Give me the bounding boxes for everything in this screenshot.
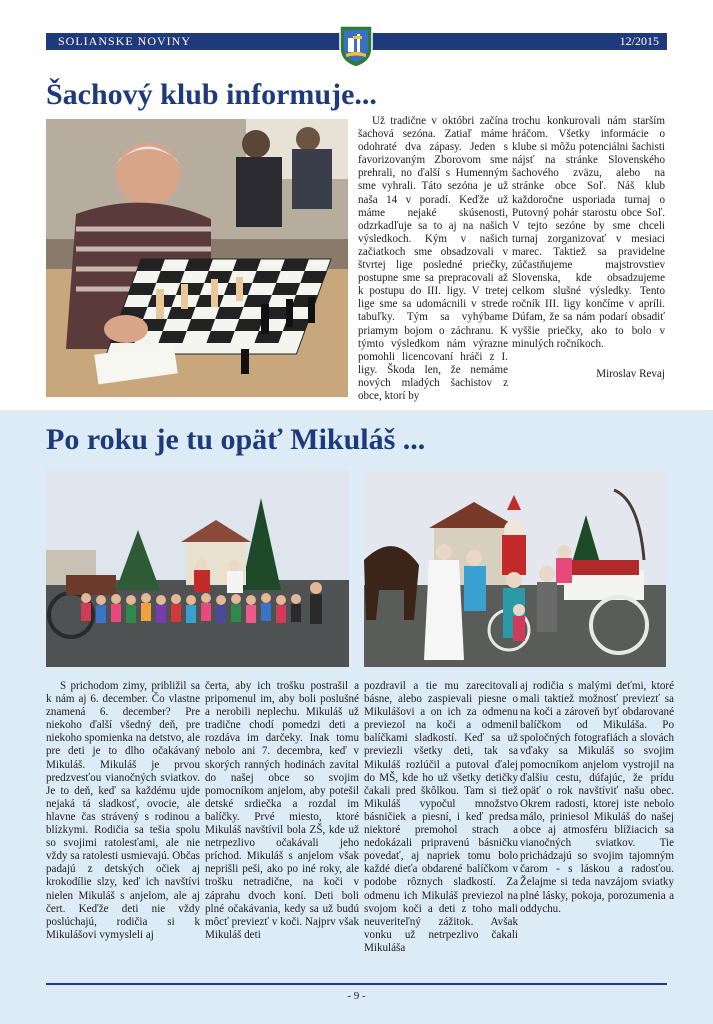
paragraph: trochu konkurovali nám starším hráčom. Všetky informácie o klube si môžu potenciálni šachisti nájsť na stránke Slovenského šachového zväzu, alebo na stránke obce Soľ. Náš klub každoročne usporiada turnaj o Putovný pohár starostu obce Soľ. V tejto sezóne by sme chceli turnaj zorganizovať v mesiaci marec. Taktiež sa pravidelne zúčastňujeme majstrovstiev Slovenska, kde obsadzujeme celkom slušné výsledky. Tento ročník III. ligy končíme v apríli. Dúfam, že sa nám podarí obsadiť vyššie priečky, ako to bolo v minulých ročníkoch. <box>512 115 665 350</box>
paragraph: Už tradične v októbri začína šachová sezóna. Zatiaľ máme odohraté dva zápasy. Jeden s favorizovaným Zborovom sme prehrali, no ďalší s Humenným sme vyhrali. Táto sezóna je už naša 14 v poradí. Keďže už máme nejaké skúsenosti, odzrkadľuje sa to aj na našich výsledkoch. Kým v našich začiatkoch sme obsadzovali v štvrtej lige posledné priečky, postupne sme sa prepracovali až k postupu do III. ligy. V tretej lige sme sa udomácnili v strede tabuľky. Tým sa vyhýbame priamym bojom o záchranu. K týmto výsledkom nám výrazne pomohli licencovaní hráči z I. ligy. Škoda len, že nemáme nových mladých šachistov z obce, ktorí by <box>358 115 508 402</box>
publication-name: SOLIANSKE NOVINY <box>58 34 191 48</box>
page-number: - 9 - <box>347 990 366 1002</box>
paragraph: čerta, aby ich trošku postrašil a pripomenul im, aby boli poslušné a nerobili neplechu. Mikuláš už tradične chodí pomedzi deti a rozdáva im darčeky. Inak tomu nebolo ani 7. decembra, keď v skorých ranných hodinách zavítal do našej obce so svojim pomocníkom anjelom, aby potešil detské srdiečka a rozdal im balíčky. Prvé miesto, ktoré Mikuláš navštívil bola ZŠ, kde už netrpezlivo očakávali jeho príchod. Mikuláš s anjelom však neprišli peši, ako po iné roky, ale trošku netradične, na koči v záprahu dvoch koní. Deti boli plné očakávania, kedy sa už budú môcť previezť v koči. Najprv však Mikuláš deti <box>205 680 359 941</box>
issue-number: 12/2015 <box>619 34 659 48</box>
article-title: Po roku je tu opäť Mikuláš ... <box>46 423 426 456</box>
paragraph: S prichodom zimy, približil sa k nám aj 6. december. Čo vlastne znamená 6. december? Pre niekoho ďalší všedný deň, pre niekoho spomienka na detstvo, ale pre deti je to dlho očakávaný Mikuláš. Mikuláš je prvou predzvesťou vianočných sviatkov. Je to deň, keď sa každému ujde nejaká tá sladkosť, ovocie, ale hlavne čas strávený s rodinou a blízkymi. Rodičia sa tešia spolu so svojimi ratolesťami, ale nie vždy sa ratolesti usmievajú. Občas padajú z detských očiek aj krokodílie slzy, keď ich navštívi nielen Mikuláš s anjelom, ale aj čert. Keďže deti nie vždy poslúchajú, rodičia si k Mikulášovi vymysleli aj <box>46 680 200 941</box>
children-group-photo <box>46 470 349 667</box>
chess-photo <box>46 119 348 397</box>
article-column <box>512 115 665 381</box>
carriage-photo <box>364 470 666 667</box>
article-column <box>205 680 359 942</box>
article-column <box>520 680 674 916</box>
coat-of-arms-icon <box>338 24 374 68</box>
article-title: Šachový klub informuje... <box>46 78 377 111</box>
article-column <box>46 680 200 942</box>
footer-divider <box>46 983 667 985</box>
article-column <box>364 680 518 955</box>
article-column <box>358 115 508 403</box>
paragraph: pozdravil a tie mu zarecitovali básne, alebo zaspievali piesne o Mikulášovi a on ich za odmenu previezol na koči a odmenil balíčkami sladkostí. Keď sa už previezli všetky deti, tak sa Mikuláš rozlúčil a putoval ďalej do MŠ, kde ho už všetky detičky čakali pred škôlkou. Tam si tiež Mikuláš vypočul množstvo básničiek a piesní, i keď predsa niektoré premohol strach a nedokázali pripravenú básničku povedať, aj napriek tomu bolo každé dieťa obdarené balíčkom v podobe rôznych sladkostí. Za odmenu ich Mikuláš previezol na svojom koči a deti z toho mali neuveriteľný zážitok. Avšak vonku už netrpezlivo čakali Mikuláša <box>364 680 518 954</box>
author: Miroslav Revaj <box>596 367 665 380</box>
paragraph: aj rodičia s malými deťmi, ktoré mali taktiež možnosť previezť sa na koči a zároveň byť obdarované balíčkom od Mikuláša. Po spoločných fotografiách a slovách vďaky sa Mikuláš so svojim pomocníkom anjelom vystrojil na ďalšiu cestu, dúfajúc, že prídu opäť o rok navštíviť našu obec. Okrem radosti, ktorej iste nebolo málo, priniesol Mikuláš do našej obce aj atmosféru blížiacich sa vianočných sviatkov. Tie prichádzajú so svojim tajomným čarom - s láskou a radosťou. Želajme si teda navzájom sviatky plné lásky, pokoja, porozumenia a oddychu. <box>520 680 674 915</box>
